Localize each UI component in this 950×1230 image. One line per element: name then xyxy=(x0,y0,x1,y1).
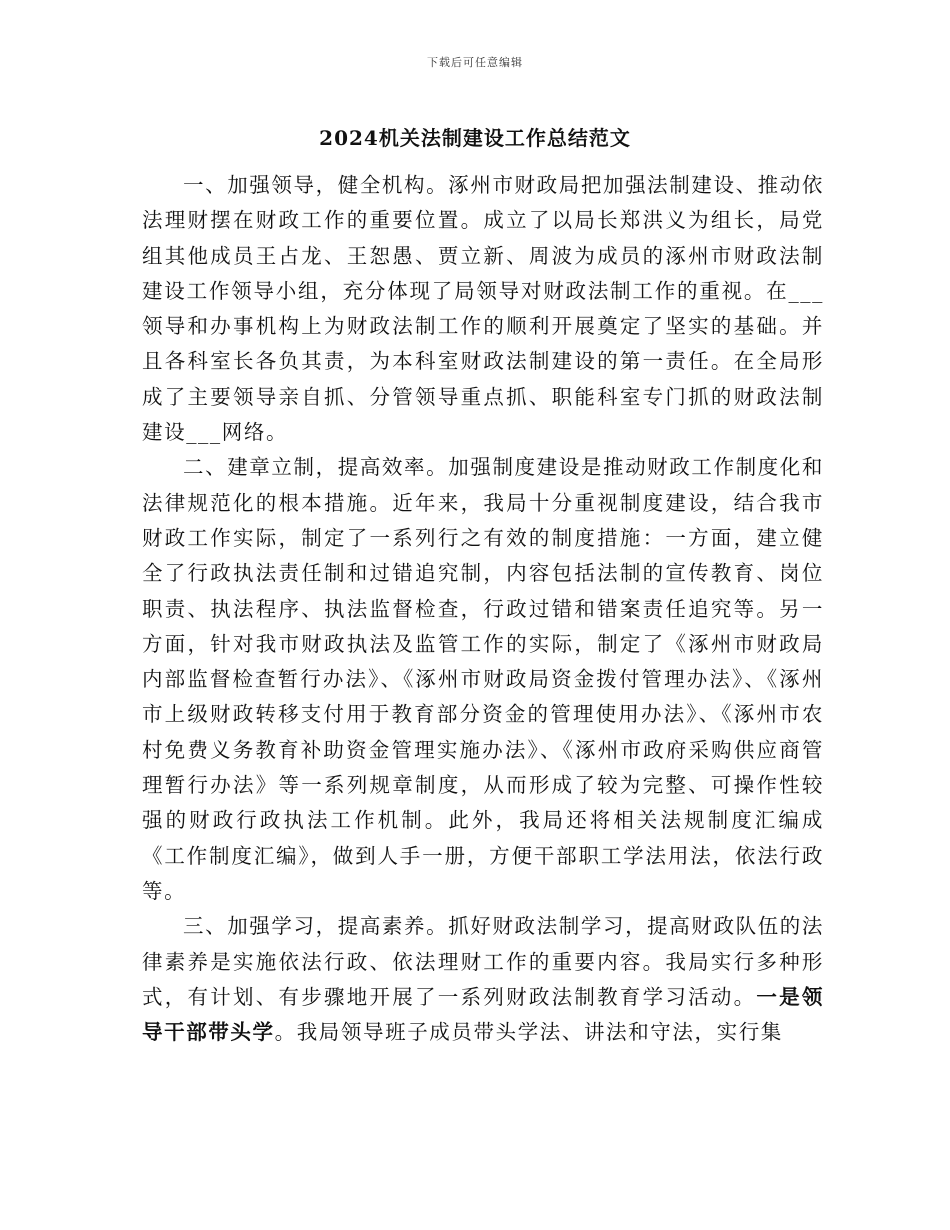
paragraph-3-tail: 。我局领导班子成员带头学法、讲法和守法，实行集 xyxy=(274,1020,783,1045)
paragraph-3-bold-phrase: 一是领导干部带头学 xyxy=(142,984,824,1045)
document-title: 2024机关法制建设工作总结范文 xyxy=(319,126,631,150)
paragraph-3-lead: 三、加强学习，提高素养。抓好财政法制学习，提高财政队伍的法律素养是实施依法行政、依法理财工作的重要内容。我局实行多种形式，有计划、有步骤地开展了一系列财政法制教育学习活动。 xyxy=(142,914,824,1009)
header-note: 下载后可任意编辑 xyxy=(427,56,523,69)
paragraph-2: 二、建章立制，提高效率。加强制度建设是推动财政工作制度化和法律规范化的根本措施。近年来，我局十分重视制度建设，结合我市财政工作实际，制定了一系列行之有效的制度措施：一方面，建立健全了行政执法责任制和过错追究制，内容包括法制的宣传教育、岗位职责、执法程序、执法监督检查，行政过错和错案责任追究等。另一方面，针对我市财政执法及监管工作的实际，制定了《涿州市财政局内部监督检查暂行办法》、《涿州市财政局资金拨付管理办法》、《涿州市上级财政转移支付用于教育部分资金的管理使用办法》、《涿州市农村免费义务教育补助资金管理实施办法》、《涿州市政府采购供应商管理暂行办法》等一系列规章制度，从而形成了较为完整、可操作性较强的财政行政执法工作机制。此外，我局还将相关法规制度汇编成《工作制度汇编》，做到人手一册，方便干部职工学法用法，依法行政等。 xyxy=(142,455,824,903)
paragraph-1: 一、加强领导，健全机构。涿州市财政局把加强法制建设、推动依法理财摆在财政工作的重要位置。成立了以局长郑洪义为组长，局党组其他成员王占龙、王恕愚、贾立新、周波为成员的涿州市财政法制建设工作领导小组，充分体现了局领导对财政法制工作的重视。在___领导和办事机构上为财政法制工作的顺利开展奠定了坚实的基础。并且各科室长各负其责，为本科室财政法制建设的第一责任。在全局形成了主要领导亲自抓、分管领导重点抓、职能科室专门抓的财政法制建设___网络。 xyxy=(142,173,824,445)
document-body xyxy=(142,168,824,1050)
paragraph-3 xyxy=(142,909,824,1050)
